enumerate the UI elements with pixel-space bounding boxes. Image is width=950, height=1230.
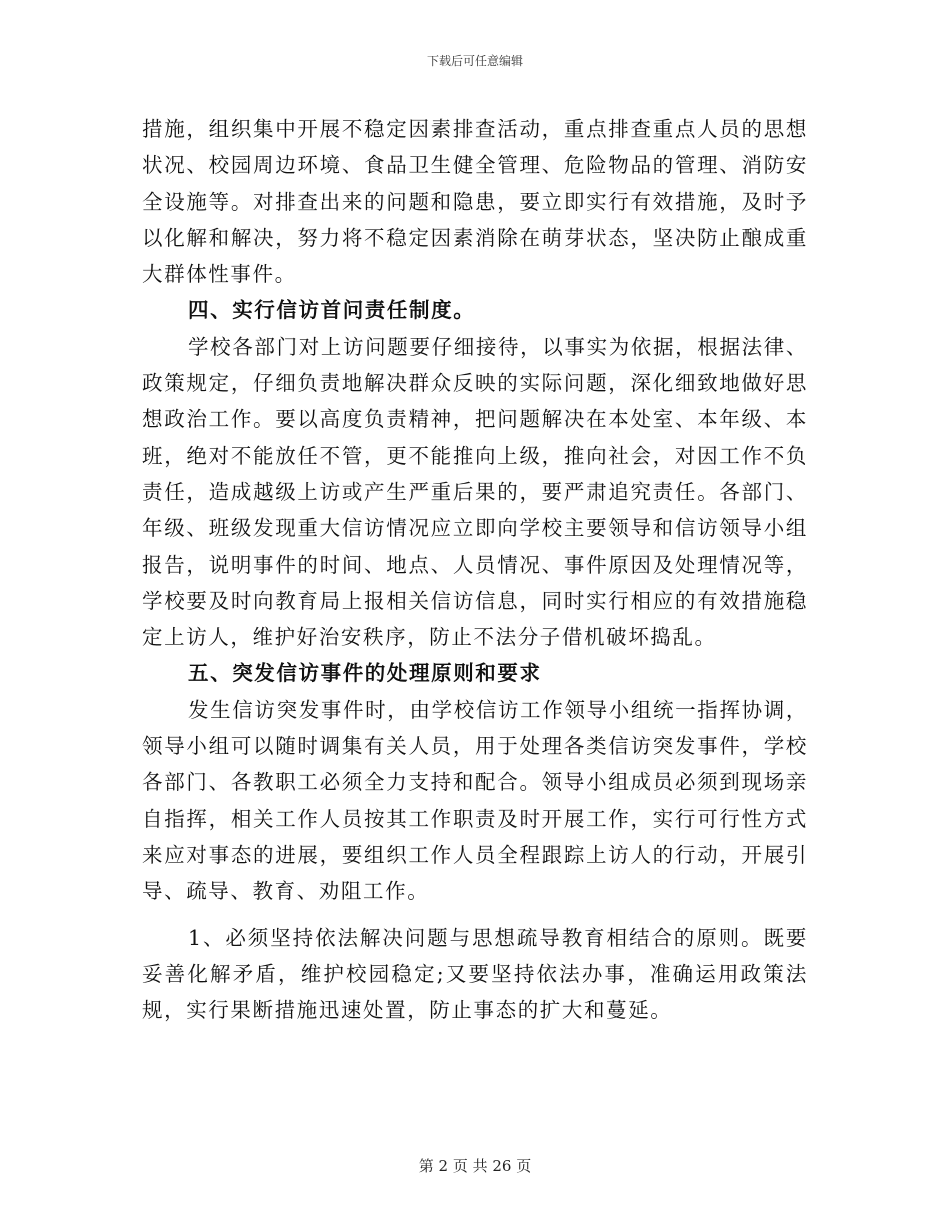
paragraph-principle-1: 1、必须坚持依法解决问题与思想疏导教育相结合的原则。既要妥善化解矛盾，维护校园稳定;又要坚持依法办事，准确运用政策法规，实行果断措施迅速处置，防止事态的扩大和蔓延。 (142, 925, 808, 1023)
page-footer: 第 2 页 共 26 页 (418, 1157, 532, 1175)
paragraph-gap (142, 910, 808, 920)
paragraph-section-4: 学校各部门对上访问题要仔细接待，以事实为依据，根据法律、政策规定，仔细负责地解决群众反映的实际问题，深化细致地做好思想政治工作。要以高度负责精神，把问题解决在本处室、本年级、本班，绝对不能放任不管，更不能推向上级，推向社会，对因工作不负责任，造成越级上访或产生严重后果的，要严肃追究责任。各部门、年级、班级发现重大信访情况应立即向学校主要领导和信访领导小组报告，说明事件的时间、地点、人员情况、事件原因及处理情况等，学校要及时向教育局上报相关信访信息，同时实行相应的有效措施稳定上访人，维护好治安秩序，防止不法分子借机破坏捣乱。 (142, 334, 808, 650)
section-heading-5: 五、突发信访事件的处理原则和要求 (188, 661, 542, 686)
section-heading-4: 四、实行信访首问责任制度。 (188, 298, 476, 323)
document-body (142, 111, 808, 1028)
paragraph-section-5: 发生信访突发事件时，由学校信访工作领导小组统一指挥协调，领导小组可以随时调集有关人员，用于处理各类信访突发事件，学校各部门、各教职工必须全力支持和配合。领导小组成员必须到现场亲自指挥，相关工作人员按其工作职责及时开展工作，实行可行性方式来应对事态的进展，要组织工作人员全程跟踪上访人的行动，开展引导、疏导、教育、劝阻工作。 (142, 697, 808, 904)
paragraph-continued: 措施，组织集中开展不稳定因素排查活动，重点排查重点人员的思想状况、校园周边环境、食品卫生健全管理、危险物品的管理、消防安全设施等。对排查出来的问题和隐患，要立即实行有效措施，及时予以化解和解决，努力将不稳定因素消除在萌芽状态，坚决防止酿成重大群体性事件。 (142, 117, 808, 287)
page-header: 下载后可任意编辑 (426, 54, 523, 68)
